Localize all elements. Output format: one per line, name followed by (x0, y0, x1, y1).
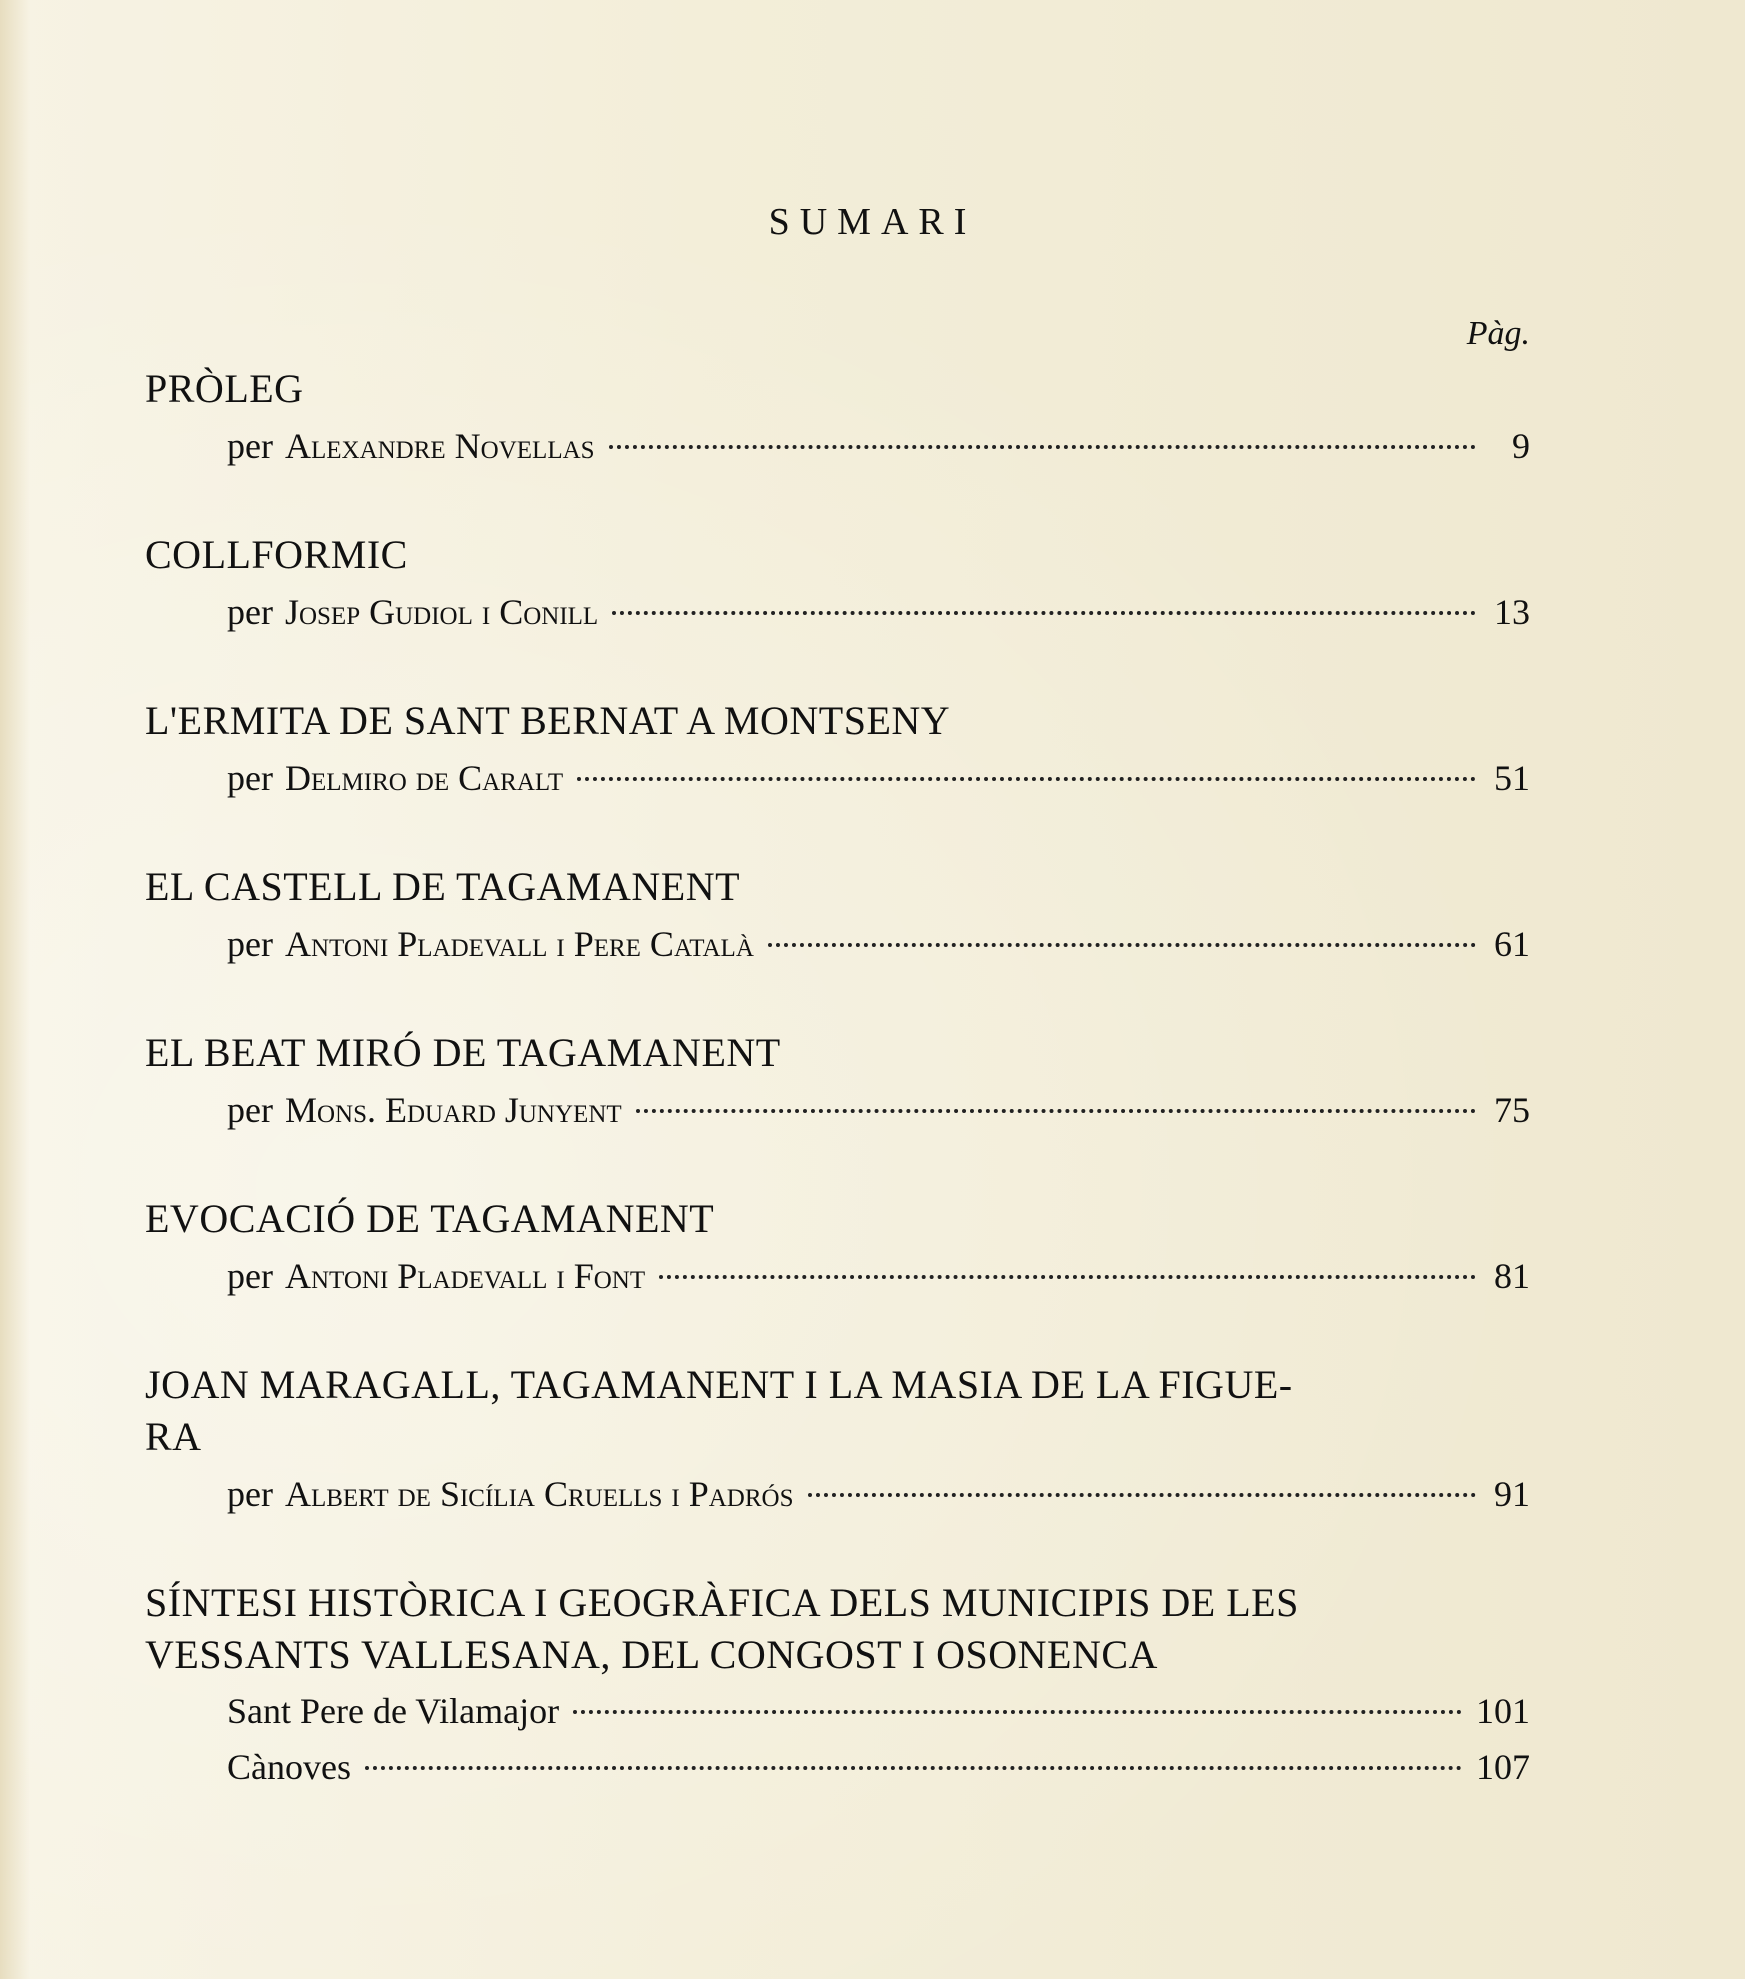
toc-entry-page: 91 (1494, 1474, 1530, 1514)
toc-entry-author: Antoni Pladevall i Font (284, 1256, 646, 1296)
toc-entry-title: EVOCACIÓ DE TAGAMANENT (145, 1196, 715, 1241)
toc-entry-title: PRÒLEG (145, 366, 304, 411)
toc-entry-author: Alexandre Novellas (284, 426, 595, 466)
toc-entry-author-line (145, 583, 1530, 641)
toc-entry (145, 863, 1530, 973)
toc-entry-page: 51 (1494, 758, 1530, 798)
per-label: per (227, 426, 273, 466)
toc-subitem-label: Sant Pere de Vilamajor (227, 1691, 560, 1731)
toc-subitem (145, 1683, 1530, 1739)
toc-entry-author-line (145, 1465, 1530, 1523)
toc-entry (145, 1029, 1530, 1139)
per-label: per (227, 1090, 273, 1130)
toc-entry-author: Delmiro de Caralt (284, 758, 564, 798)
toc-entry-author: Mons. Eduard Junyent (284, 1090, 622, 1130)
page-title: SUMARI (768, 201, 977, 243)
dot-leader (577, 777, 1476, 781)
toc-entry (145, 1195, 1530, 1305)
toc-entry-author-line (145, 915, 1530, 973)
dot-leader (768, 943, 1476, 947)
toc-entry-page: 9 (1512, 426, 1530, 466)
toc-entry-title: COLLFORMIC (145, 532, 408, 577)
dot-leader (365, 1766, 1462, 1770)
toc-subitem-page: 107 (1476, 1747, 1530, 1787)
toc-entry (145, 365, 1530, 475)
toc-entry (145, 531, 1530, 641)
dot-leader (612, 611, 1476, 615)
dot-leader (808, 1493, 1477, 1497)
toc-entry-title-continuation: RA (145, 1414, 202, 1459)
toc-entry-title: L'ERMITA DE SANT BERNAT A MONTSENY (145, 698, 951, 743)
toc-entry-page: 75 (1494, 1090, 1530, 1130)
toc-entry-page: 61 (1494, 924, 1530, 964)
toc-entry-title: JOAN MARAGALL, TAGAMANENT I LA MASIA DE LA FIGUE- (145, 1362, 1293, 1407)
toc-entry-title: EL CASTELL DE TAGAMANENT (145, 864, 741, 909)
dot-leader (659, 1275, 1476, 1279)
toc-entry-author-line (145, 1081, 1530, 1139)
page-column-label: Pàg. (1466, 315, 1530, 352)
final-section-title-continuation: VESSANTS VALLESANA, DEL CONGOST I OSONENCA (145, 1632, 1158, 1677)
dot-leader (573, 1710, 1462, 1714)
toc-entry-page: 13 (1494, 592, 1530, 632)
final-section-title: SÍNTESI HISTÒRICA I GEOGRÀFICA DELS MUNICIPIS DE LES (145, 1580, 1299, 1625)
per-label: per (227, 924, 273, 964)
toc-entry (145, 697, 1530, 807)
toc-entry-author-line (145, 749, 1530, 807)
toc-entry-author: Albert de Sicília Cruells i Padrós (284, 1474, 794, 1514)
toc-entry-title: EL BEAT MIRÓ DE TAGAMANENT (145, 1030, 781, 1075)
per-label: per (227, 592, 273, 632)
table-of-contents (145, 365, 1530, 1851)
toc-entry-author-line (145, 1247, 1530, 1305)
toc-final-section (145, 1579, 1530, 1795)
dot-leader (636, 1109, 1476, 1113)
per-label: per (227, 758, 273, 798)
toc-subitem-label: Cànoves (227, 1747, 351, 1787)
toc-subitem (145, 1739, 1530, 1795)
toc-entry-author: Josep Gudiol i Conill (284, 592, 599, 632)
per-label: per (227, 1474, 273, 1514)
page-spine-shadow (0, 0, 30, 1979)
toc-subitem-page: 101 (1476, 1691, 1530, 1731)
toc-entry-author-line (145, 417, 1530, 475)
dot-leader (609, 445, 1476, 449)
per-label: per (227, 1256, 273, 1296)
toc-entry-author: Antoni Pladevall i Pere Català (284, 924, 754, 964)
toc-entry (145, 1361, 1530, 1523)
toc-entry-page: 81 (1494, 1256, 1530, 1296)
